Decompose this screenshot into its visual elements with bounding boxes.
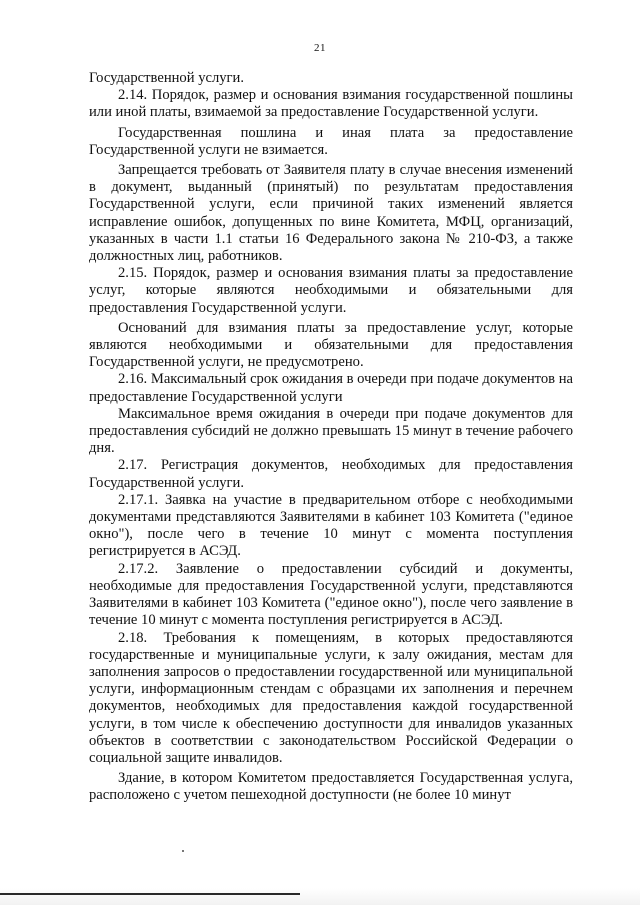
paragraph-2-14-fee: Государственная пошлина и иная плата за предоставление Государственной услуги не взимается. — [89, 124, 573, 158]
paragraph-2-17-2: 2.17.2. Заявление о предоставлении субсидий и документы, необходимые для предоставления Государственной услуги, представляются Заявителями в кабинет 103 Комитета ("единое окно"), после чего заявление в течение 10 минут с момента поступления регистрируется в АСЭД. — [89, 560, 573, 629]
paragraph-2-15-text: Оснований для взимания платы за предоставление услуг, которые являются необходимыми и обязательными для предоставления Государственной услуги, не предусмотрено. — [89, 319, 573, 371]
paragraph-2-16-heading: 2.16. Максимальный срок ожидания в очереди при подаче документов на предоставление Государственной услуги — [89, 371, 573, 405]
scan-speck — [182, 850, 184, 852]
page-number: 21 — [314, 42, 326, 54]
paragraph-2-18-heading: 2.18. Требования к помещениям, в которых предоставляются государственные и муниципальные услуги, к залу ожидания, местам для заполнения запросов о предоставлении государственной или муниципальной услуги, информационным стендам с образцами их заполнения и перечнем документов, необходимых для предоставления каждой государственной услуги, в том числе к обеспечению доступности для инвалидов указанных объектов в соответствии с законодательством Российской Федерации о социальной защите инвалидов. — [89, 629, 573, 766]
paragraph-2-14-prohibition: Запрещается требовать от Заявителя плату в случае внесения изменений в документ, выданный (принятый) по результатам предоставления Государственной услуги, если причиной таких изменений является исправление ошибок, допущенных по вине Комитета, МФЦ, организаций, указанных в части 1.1 статьи 16 Федерального закона № 210-ФЗ, а также должностных лиц, работников. — [89, 162, 573, 265]
scan-line-artifact — [0, 893, 300, 895]
document-body — [89, 70, 573, 805]
paragraph-continuation: Государственной услуги. — [89, 70, 244, 86]
paragraph-2-14-heading: 2.14. Порядок, размер и основания взимания государственной пошлины или иной платы, взимаемой за предоставление Государственной услуги. — [89, 87, 573, 121]
paragraph-2-16-text: Максимальное время ожидания в очереди при подаче документов для предоставления субсидий не должно превышать 15 минут в течение рабочего дня. — [89, 405, 573, 457]
paragraph-2-18-building: Здание, в котором Комитетом предоставляется Государственная услуга, расположено с учетом пешеходной доступности (не более 10 минут — [89, 770, 573, 804]
paragraph-2-15-heading: 2.15. Порядок, размер и основания взимания платы за предоставление услуг, которые являются необходимыми и обязательными для предоставления Государственной услуги. — [89, 265, 573, 316]
paragraph-2-17-1: 2.17.1. Заявка на участие в предварительном отборе с необходимыми документами представляются Заявителями в кабинет 103 Комитета ("единое окно"), после чего в течение 10 минут с момента поступления регистрируется в АСЭД. — [89, 491, 573, 560]
scan-bottom-edge — [0, 888, 640, 905]
paragraph-2-17-heading: 2.17. Регистрация документов, необходимых для предоставления Государственной услуги. — [89, 457, 573, 491]
